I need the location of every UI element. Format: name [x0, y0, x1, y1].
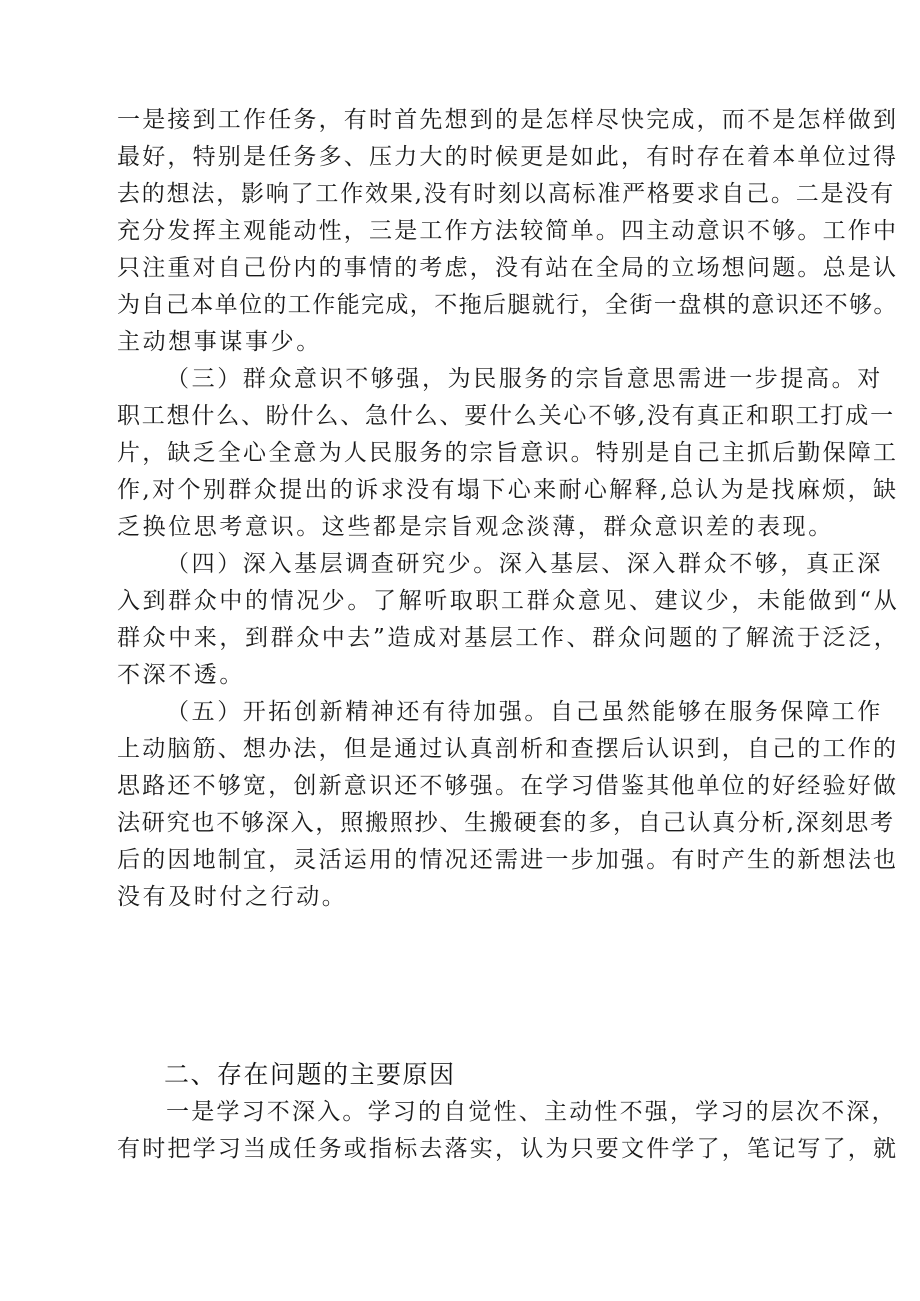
text-line-19: 思路还不够宽，创新意识还不够强。在学习借鉴其他单位的好经验好做: [117, 773, 899, 799]
text-line-3: 去的想法，影响了工作效果,没有时刻以高标准严格要求自己。二是没有: [117, 181, 895, 207]
text-line-7: 主动想事谋事少。: [117, 329, 322, 355]
text-line-5: 只注重对自己份内的事情的考虑，没有站在全局的立场想问题。总是认: [117, 255, 899, 281]
text-line-12: 乏换位思考意识。这些都是宗旨观念淡薄，群众意识差的表现。: [117, 514, 834, 540]
text-line-9: 职工想什么、盼什么、急什么、要什么关心不够,没有真正和职工打成一: [117, 403, 895, 429]
text-line-20: 法研究也不够深入，照搬照抄、生搬硬套的多，自己认真分析,深刻思考: [117, 810, 895, 836]
text-line-18: 上动脑筋、想办法，但是通过认真剖析和查摆后认识到，自己的工作的: [117, 736, 899, 762]
text-line-6: 为自己本单位的工作能完成，不拖后腿就行，全街一盘棋的意识还不够。: [117, 292, 898, 318]
text-line-15: 群众中来，到群众中去”造成对基层工作、群众问题的了解流于泛泛，: [117, 625, 900, 651]
paragraph-5-start: （五）开拓创新精神还有待加强。自己虽然能够在服务保障工作: [166, 699, 883, 725]
paragraph-4-start: （四）深入基层调查研究少。深入基层、深入群众不够，真正深: [166, 551, 883, 577]
paragraph-3-start: （三）群众意识不够强，为民服务的宗旨意思需进一步提高。对: [166, 366, 883, 392]
section-heading: 二、存在问题的主要原因: [164, 1060, 456, 1089]
text-line-24: 有时把学习当成任务或指标去落实，认为只要文件学了，笔记写了，就: [117, 1136, 899, 1162]
text-line-11: 作,对个别群众提出的诉求没有塌下心来耐心解释,总认为是找麻烦，缺: [117, 477, 899, 503]
text-line-22: 没有及时付之行动。: [117, 884, 348, 910]
paragraph-reason-start: 一是学习不深入。学习的自觉性、主动性不强，学习的层次不深，: [166, 1099, 897, 1125]
text-line-16: 不深不透。: [117, 662, 245, 688]
text-line-14: 入到群众中的情况少。了解听取职工群众意见、建议少，未能做到“从: [117, 588, 900, 614]
text-line-4: 充分发挥主观能动性，三是工作方法较简单。四主动意识不够。工作中: [117, 218, 899, 244]
text-line-2: 最好，特别是任务多、压力大的时候更是如此，有时存在着本单位过得: [117, 144, 899, 170]
text-line-1: 一是接到工作任务，有时首先想到的是怎样尽快完成，而不是怎样做到: [117, 107, 899, 133]
text-line-21: 后的因地制宜，灵活运用的情况还需进一步加强。有时产生的新想法也: [117, 847, 899, 873]
text-line-10: 片，缺乏全心全意为人民服务的宗旨意识。特别是自己主抓后勤保障工: [117, 440, 899, 466]
